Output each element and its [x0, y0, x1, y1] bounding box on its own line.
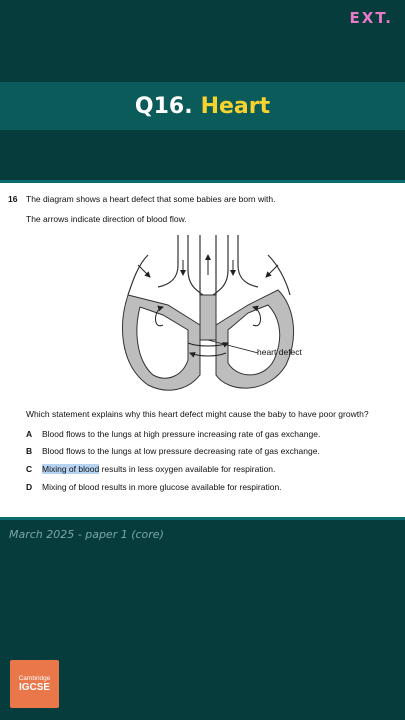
- option-c-rest: results in less oxygen available for respiration.: [99, 464, 276, 474]
- heart-diagram: [108, 235, 308, 397]
- option-d-text: Mixing of blood results in more glucose available for respiration.: [42, 482, 282, 492]
- card-bottom-stripe: [0, 517, 405, 520]
- logo-line-1: Cambridge: [18, 675, 51, 682]
- topic-title: Heart: [200, 93, 271, 119]
- logo-line-2: IGCSE: [18, 682, 51, 693]
- question-line-2: The arrows indicate direction of blood flow.: [26, 214, 187, 224]
- question-line-1: The diagram shows a heart defect that some babies are born with.: [26, 194, 276, 204]
- question-number: 16: [8, 194, 18, 204]
- heart-defect-label: heart defect: [257, 347, 302, 357]
- option-c-highlight: Mixing of blood: [42, 464, 100, 474]
- option-c-letter: C: [26, 464, 33, 474]
- option-d-letter: D: [26, 482, 33, 492]
- ext-badge: EXT.: [349, 9, 393, 27]
- question-card: [0, 183, 405, 517]
- option-b-text: Blood flows to the lungs at low pressure decreasing rate of gas exchange.: [42, 446, 320, 456]
- option-a-text: Blood flows to the lungs at high pressure increasing rate of gas exchange.: [42, 429, 321, 439]
- septum: [200, 295, 216, 340]
- cambridge-igcse-logo: [10, 660, 59, 708]
- vessels: [128, 235, 290, 295]
- title-banner: [0, 82, 405, 130]
- question-number-title: Q16.: [134, 93, 193, 119]
- source-caption: March 2025 - paper 1 (core): [9, 528, 164, 541]
- question-prompt: Which statement explains why this heart defect might cause the baby to have poor growth?: [26, 409, 369, 419]
- option-c-text: [42, 464, 275, 474]
- option-b-letter: B: [26, 446, 33, 456]
- option-a-letter: A: [26, 429, 33, 439]
